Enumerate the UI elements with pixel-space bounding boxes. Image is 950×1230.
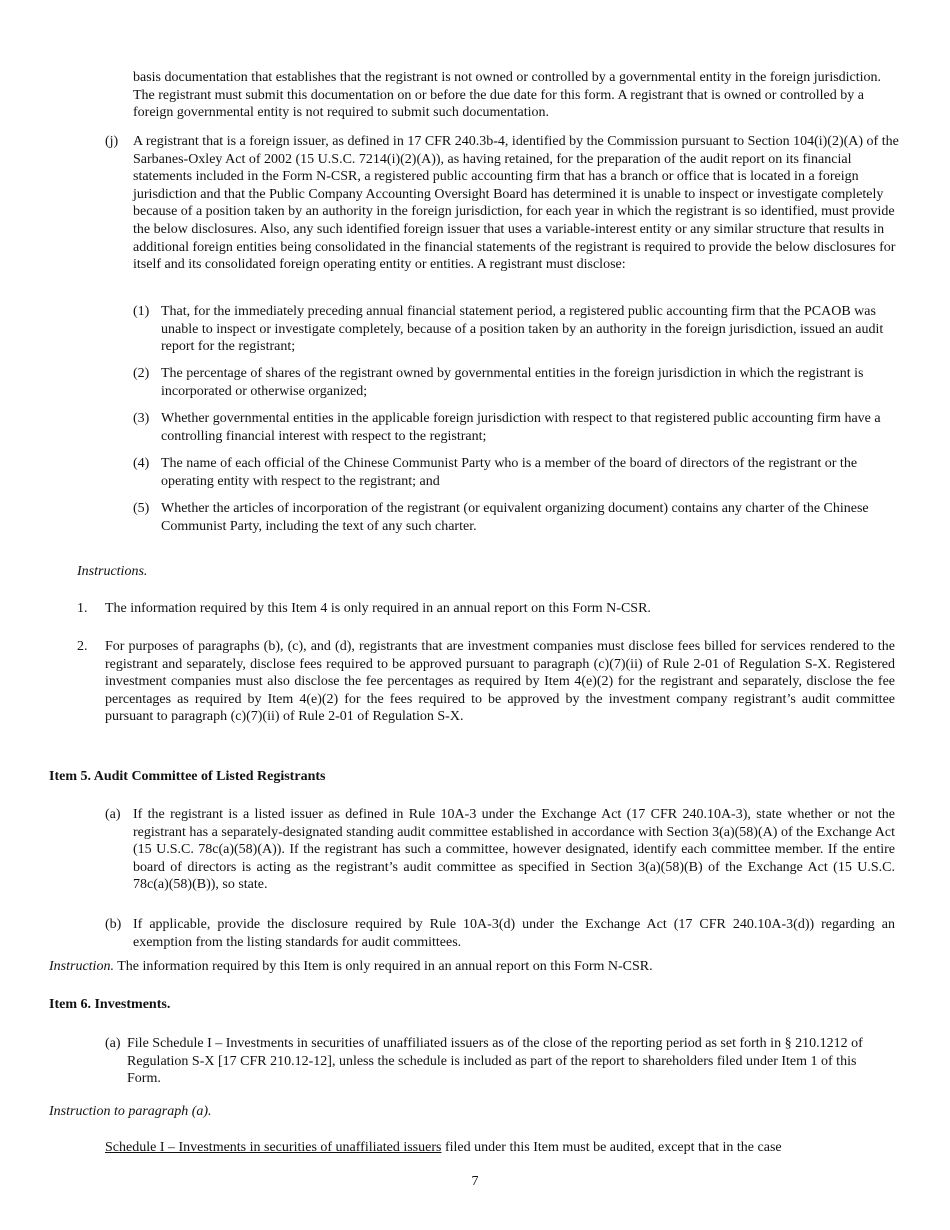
- subitem-text: The name of each official of the Chinese Communist Party who is a member of the board of directors of the registrant or the operating entity with respect to the registrant; and: [161, 456, 858, 489]
- instruction-text: For purposes of paragraphs (b), (c), and (d), registrants that are investment companies must disclose fees billed for services rendered to the registrant and separately, disclose fees required to be approved pursuant to paragraph (c)(7)(ii) of Rule 2-01 of Regulation S-X. Registered investment companies must also disclose the fee percentages as required by Item 4(e)(2) for the registrant and separately, disclose the fee percentages as required by Item 4(e)(2) for the fees required to be approved by the investment company registrant’s audit committee pursuant to paragraph (c)(7)(ii) of Rule 2-01 of Regulation S-X.: [105, 639, 895, 725]
- instruction-to-paragraph-a: Instruction to paragraph (a).: [49, 1104, 212, 1119]
- instruction-text: The information required by this Item 4 is only required in an annual report on this Form N-CSR.: [105, 601, 651, 616]
- item-5a-label: (a): [105, 807, 121, 822]
- subitem-label: (3): [133, 411, 150, 426]
- subitem-text: Whether governmental entities in the applicable foreign jurisdiction with respect to that registered public accounting firm have a controlling financial interest with respect to the registrant;: [161, 411, 881, 444]
- item-5b-text: If applicable, provide the disclosure required by Rule 10A-3(d) under the Exchange Act (17 CFR 240.10A-3(d)) regarding an exemption from the listing standards for audit committees.: [133, 917, 895, 950]
- page-number: 7: [471, 1174, 479, 1189]
- schedule-i-reference: Schedule I – Investments in securities of unaffiliated issuers: [105, 1140, 442, 1155]
- subitem-label: (5): [133, 501, 150, 516]
- subitem-label: (1): [133, 304, 150, 319]
- item-5a-text: If the registrant is a listed issuer as defined in Rule 10A-3 under the Exchange Act (17 CFR 240.10A-3), state whether or not the registrant has a separately-designated standing audit committee established in accordance with Section 3(a)(58)(A) of the Exchange Act (15 U.S.C. 78c(a)(58)(A)). If the registrant has such a committee, however designated, identify each committee member. If the entire board of directors is acting as the registrant’s audit committee as specified in Section 3(a)(58)(B) of the Exchange Act (15 U.S.C. 78c(a)(58)(B)), so state.: [133, 807, 895, 893]
- subitem-text: Whether the articles of incorporation of the registrant (or equivalent organizing document) contains any charter of the Chinese Communist Party, including the text of any such charter.: [161, 501, 869, 534]
- instruction-text: The information required by this Item is only required in an annual report on this Form N-CSR.: [117, 959, 653, 974]
- item-5b-label: (b): [105, 917, 122, 932]
- subitem-text: The percentage of shares of the registrant owned by governmental entities in the foreign jurisdiction in which the registrant is incorporated or otherwise organized;: [161, 366, 864, 399]
- subitem-label: (2): [133, 366, 150, 381]
- item-6a-label: (a): [105, 1036, 121, 1051]
- item-j-label: (j): [105, 134, 119, 149]
- subitem-text: That, for the immediately preceding annual financial statement period, a registered public accounting firm that the PCAOB was unable to inspect or investigate completely, because of a position taken by an authority in the foreign jurisdiction, issued an audit report for the registrant;: [161, 304, 884, 355]
- instruction-number: 2.: [77, 639, 88, 654]
- instruction-number: 1.: [77, 601, 88, 616]
- item-j-text: A registrant that is a foreign issuer, as defined in 17 CFR 240.3b-4, identified by the Commission pursuant to Section 104(i)(2)(A) of the Sarbanes-Oxley Act of 2002 (15 U.S.C. 7214(i)(2)(A)), as having retained, for the preparation of the audit report on its financial statements included in the Form N-CSR, a registered public accounting firm that has a branch or office that is located in a foreign jurisdiction and that the Public Company Accounting Oversight Board has determined it is unable to inspect or investigate completely because of a position taken by an authority in the foreign jurisdiction, for each year in which the registrant is so identified, must provide the below disclosures. Also, any such identified foreign issuer that uses a variable-interest entity or any similar structure that results in additional foreign entities being consolidated in the financial statements of the registrant is required to provide the below disclosures for itself and its consolidated foreign operating entity or entities. A registrant must disclose:: [133, 134, 899, 273]
- item-5-heading: Item 5. Audit Committee of Listed Registrants: [49, 769, 326, 784]
- schedule-paragraph-text: filed under this Item must be audited, except that in the case: [441, 1140, 782, 1155]
- schedule-paragraph: [105, 1139, 905, 1157]
- subitem-label: (4): [133, 456, 150, 471]
- instruction-label: Instruction.: [49, 959, 114, 974]
- item-6-heading: Item 6. Investments.: [49, 997, 171, 1012]
- item-6a-text: File Schedule I – Investments in securities of unaffiliated issuers as of the close of the reporting period as set forth in § 210.1212 of Regulation S-X [17 CFR 210.12-12], unless the schedule is included as part of the report to shareholders filed under Item 1 of this Form.: [127, 1036, 863, 1087]
- item-5-instruction: [49, 958, 909, 976]
- continued-paragraph: basis documentation that establishes that the registrant is not owned or controlled by a governmental entity in the foreign jurisdiction. The registrant must submit this documentation on or before the due date for this form. A registrant that is owned or controlled by a foreign governmental entity is not required to submit such documentation.: [133, 70, 882, 121]
- instructions-heading: Instructions.: [77, 564, 148, 579]
